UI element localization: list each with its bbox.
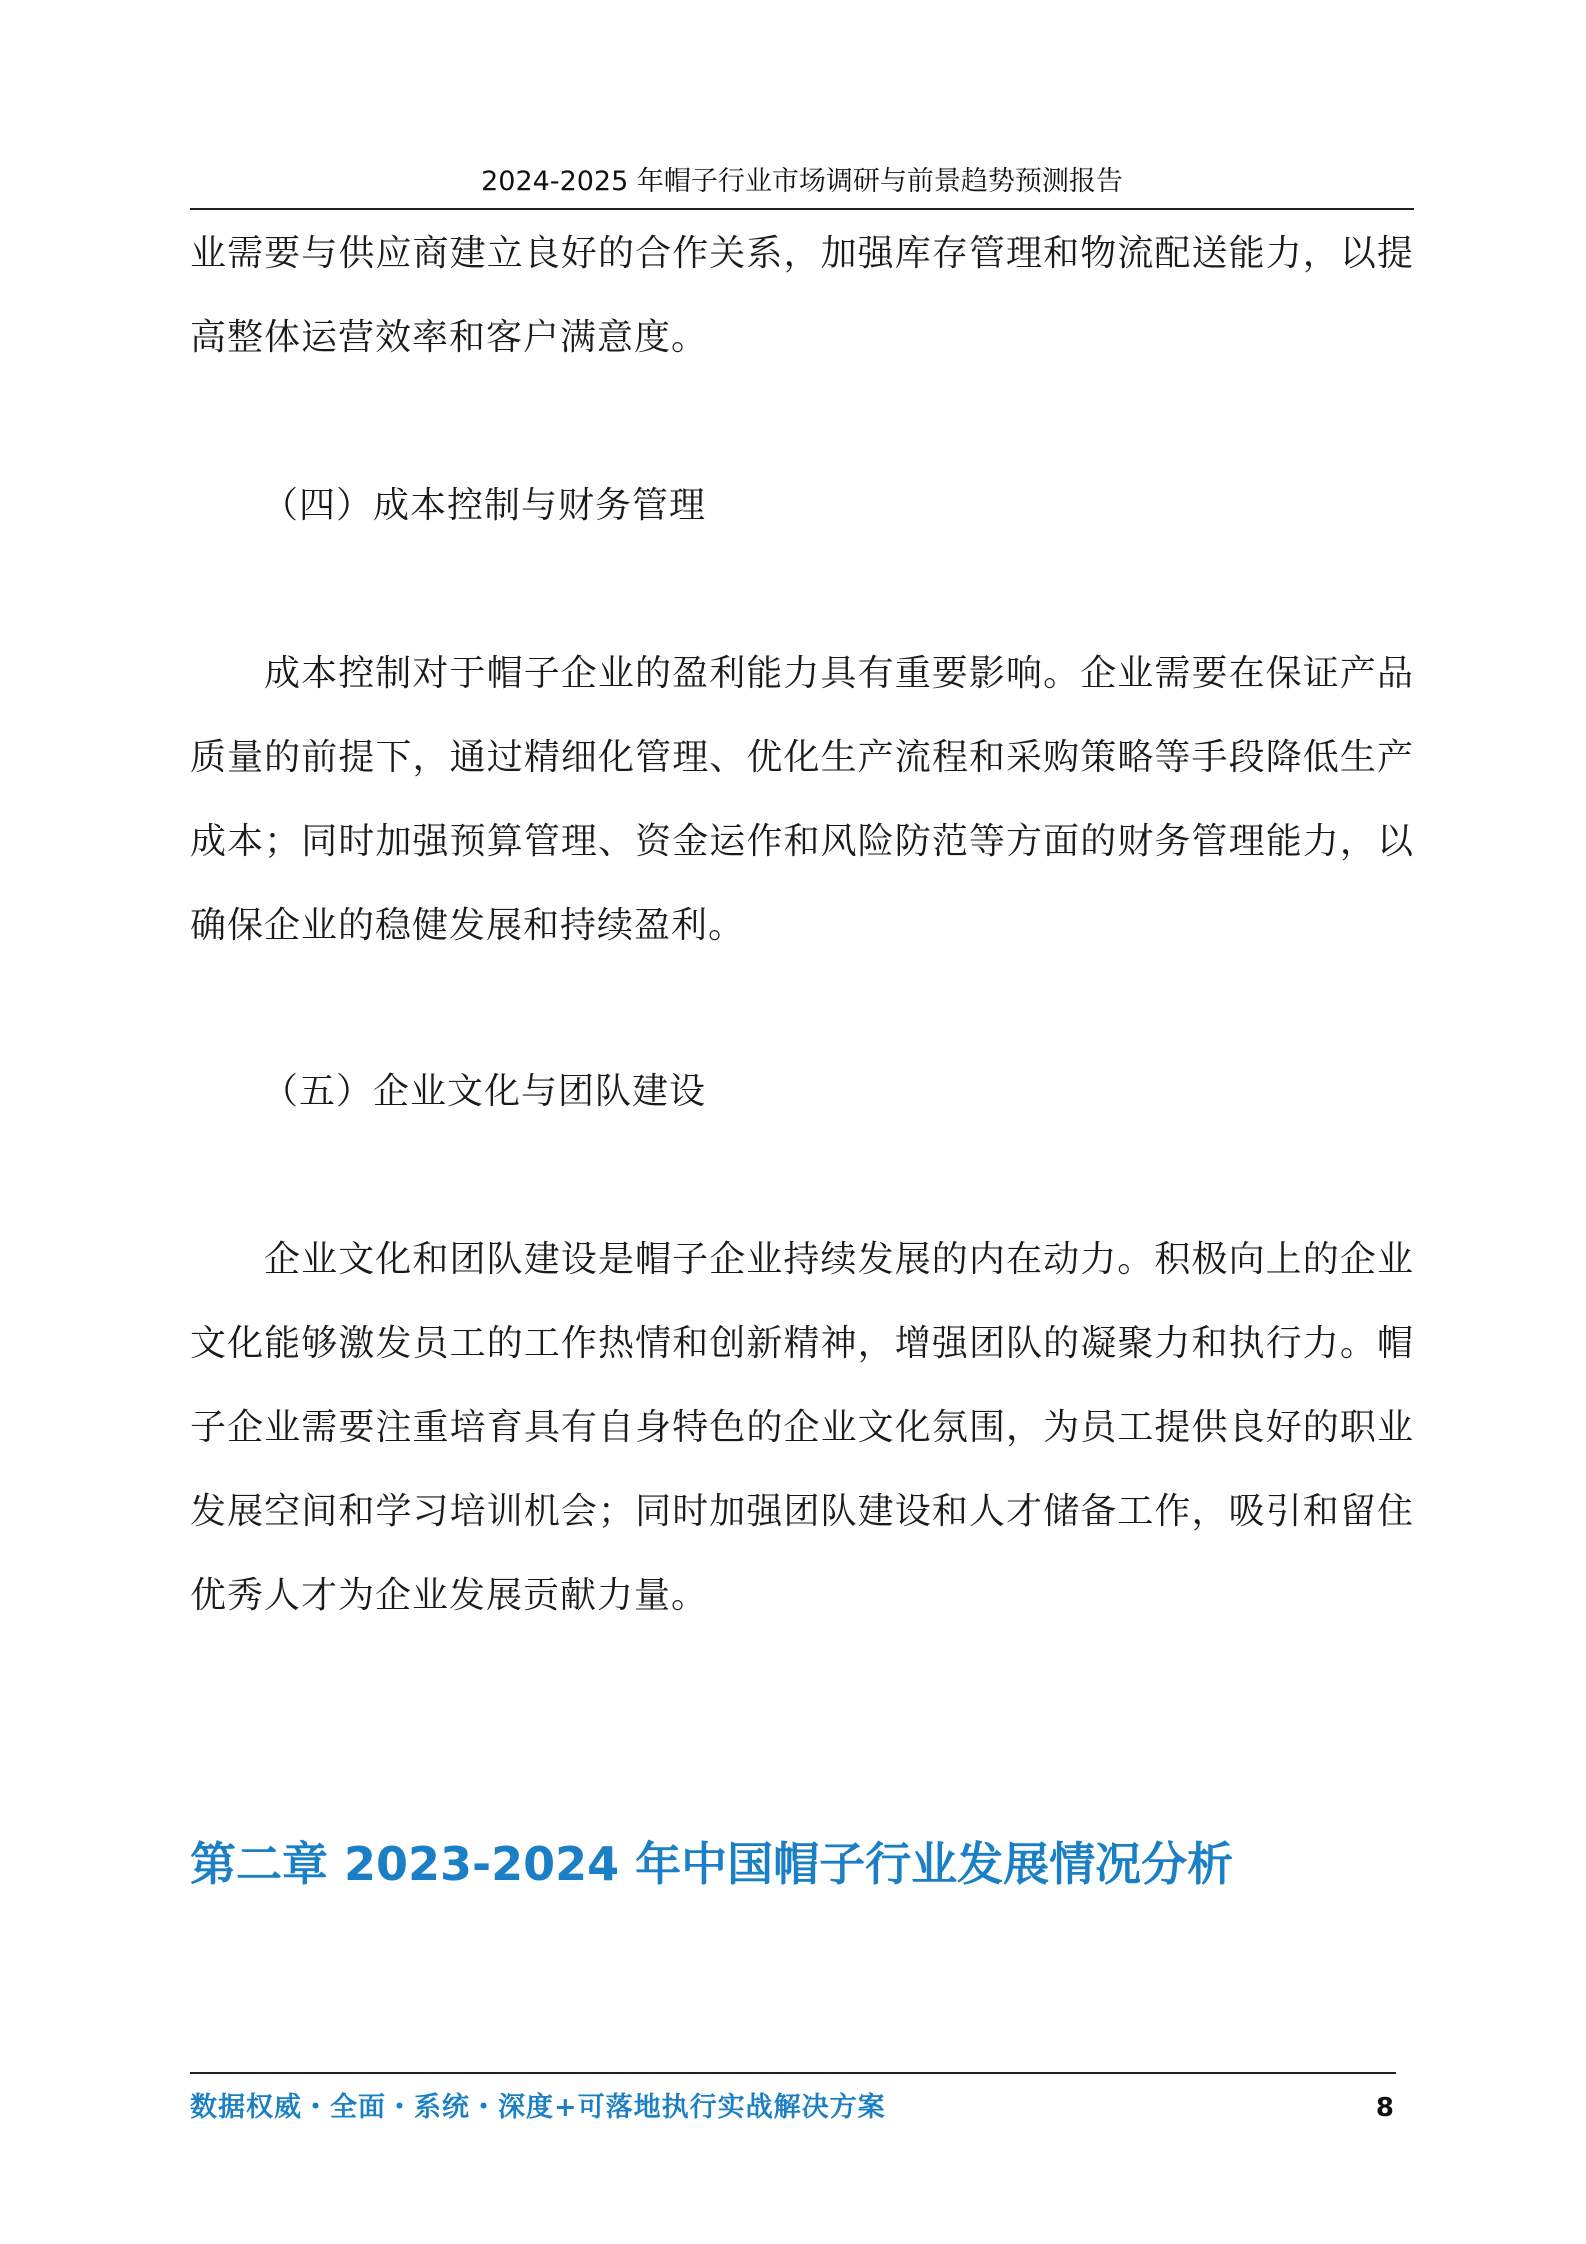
section-heading-culture-team: （五）企业文化与团队建设 <box>262 1071 707 1112</box>
page-number: 8 <box>1375 2093 1394 2123</box>
chapter-title: 第二章 2023-2024 年中国帽子行业发展情况分析 <box>190 1837 1234 1891</box>
footer-slogan: 数据权威・全面・系统・深度+可落地执行实战解决方案 <box>190 2092 886 2123</box>
section-body-cost-control: 成本控制对于帽子企业的盈利能力具有重要影响。企业需要在保证产品质量的前提下，通过精细化管理、优化生产流程和采购策略等手段降低生产成本；同时加强预算管理、资金运作和风险防范等方面的财务管理能力，以确保企业的稳健发展和持续盈利。 <box>190 653 1414 946</box>
report-header-title: 2024-2025 年帽子行业市场调研与前景趋势预测报告 <box>481 166 1123 197</box>
footer-divider <box>190 2072 1396 2074</box>
section-heading-cost-control: （四）成本控制与财务管理 <box>262 485 707 526</box>
section-body-culture-team: 企业文化和团队建设是帽子企业持续发展的内在动力。积极向上的企业文化能够激发员工的工作热情和创新精神，增强团队的凝聚力和执行力。帽子企业需要注重培育具有自身特色的企业文化氛围，为员工提供良好的职业发展空间和学习培训机会；同时加强团队建设和人才储备工作，吸引和留住优秀人才为企业发展贡献力量。 <box>190 1239 1414 1616</box>
continued-paragraph: 业需要与供应商建立良好的合作关系，加强库存管理和物流配送能力，以提高整体运营效率和客户满意度。 <box>190 233 1414 358</box>
header-divider <box>190 208 1414 210</box>
